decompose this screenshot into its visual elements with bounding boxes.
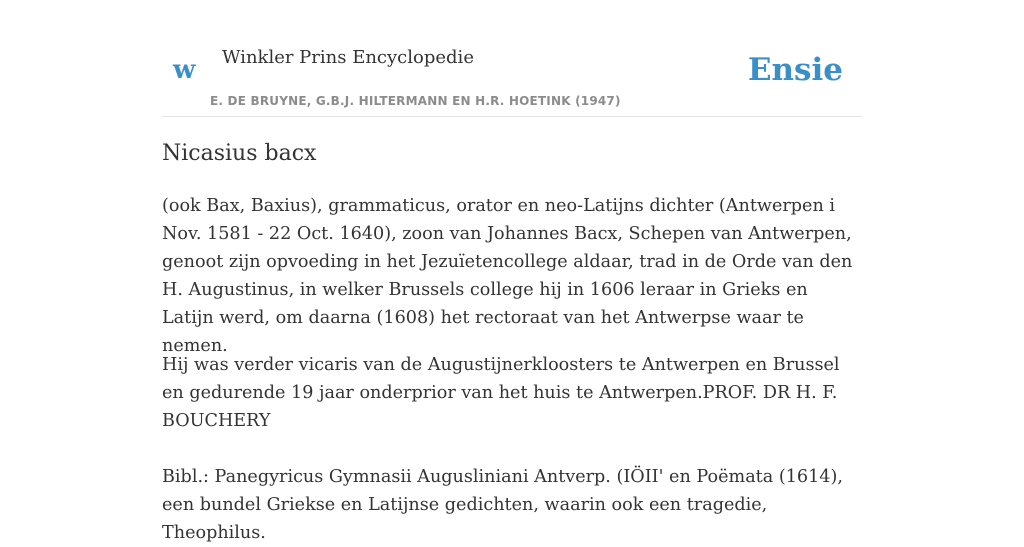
- ensie-logo-link[interactable]: Ensie: [747, 52, 843, 88]
- source-authors: E. DE BRUYNE, G.B.J. HILTERMANN EN H.R. HOETINK (1947): [210, 94, 621, 108]
- header: [162, 0, 862, 117]
- article-paragraph-1: (ook Bax, Baxius), grammaticus, orator en neo-Latijns dichter (Antwerpen i Nov. 1581 - 22 Oct. 1640), zoon van Johannes Bacx, Schepen van Antwerpen, genoot zijn opvoeding in het Jezuïetencollege aldaar, trad in de Orde van den H. Augustinus, in welker Brussels college hij in 1606 leraar in Grieks en Latijn werd, om daarna (1608) het rectoraat van het Antwerpse waar te nemen.: [162, 196, 853, 356]
- article-paragraph-2: Hij was verder vicaris van de Augustijnerkloosters te Antwerpen en Brussel en gedurende 19 jaar onderprior van het huis te Antwerpen.PROF. DR H. F. BOUCHERY: [162, 355, 840, 431]
- source-title[interactable]: Winkler Prins Encyclopedie: [222, 47, 474, 68]
- article-paragraph-bibliography: Bibl.: Panegyricus Gymnasii Augusliniani Antverp. (IÖII' en Poëmata (1614), een bundel Griekse en Latijnse gedichten, waarin ook een tragedie, Theophilus.: [162, 467, 843, 543]
- article-title: Nicasius bacx: [162, 141, 317, 166]
- page: [162, 0, 862, 543]
- source-logo-icon[interactable]: w: [173, 55, 196, 85]
